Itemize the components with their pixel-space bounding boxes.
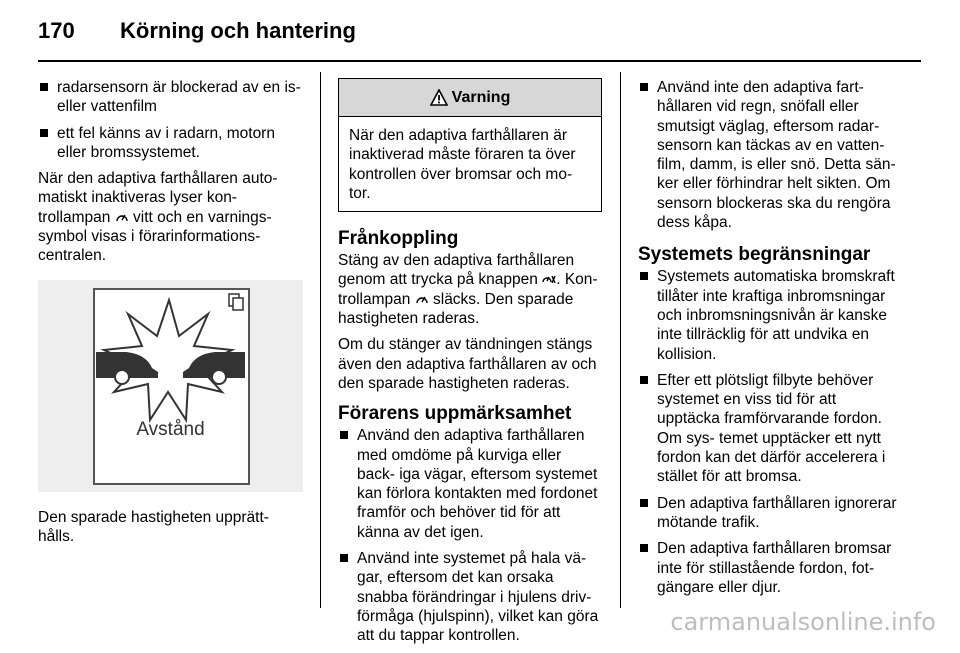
collision-warning-icon (38, 280, 303, 492)
page-title: Körning och hantering (120, 18, 356, 43)
column-divider-right (620, 72, 621, 608)
warning-text: När den adaptiva farthållaren är inaktiverad måste föraren ta över kontrollen över bromsar och mo- tor. (349, 127, 576, 202)
list-item: Efter ett plötsligt filbyte behöver systemet en viss tid för att upptäcka framförvarande fordon. Om sys- temet upptäcker ett nytt fordon kan det därför accelerera i stället för att bromsa. (638, 371, 902, 487)
figure-label: Avstånd (136, 418, 205, 440)
paragraph: Om du stänger av tändningen stängs även den adaptiva farthållaren av och den sparade hastigheten raderas. (338, 336, 597, 392)
header-divider (38, 60, 921, 62)
bullet-marker (640, 499, 648, 507)
warning-title: Varning (451, 88, 511, 106)
bullet-marker (40, 129, 48, 137)
section-heading: Frånkoppling (338, 228, 459, 250)
section-heading: Systemets begränsningar (638, 244, 871, 266)
bullet-marker (40, 83, 48, 91)
column-left (38, 78, 304, 553)
paragraph: Stäng av den adaptiva farthållaren genom att trycka på knappen . Kon- trollampan släcks. Den sparade hastigheten raderas. (338, 252, 598, 328)
list-item: Den adaptiva farthållaren ignorerar mötande trafik. (638, 494, 902, 533)
bullet-marker (640, 376, 648, 384)
cruise-control-indicator-icon (415, 294, 429, 305)
bullet-marker (640, 544, 648, 552)
paragraph: När den adaptiva farthållaren auto- matiskt inaktiveras lyser kon- trollampan vitt och en varnings- symbol visas i förarinformations- centralen. (38, 170, 278, 265)
warning-box (338, 78, 602, 212)
column-right (638, 78, 902, 604)
page-header (38, 18, 918, 48)
list-item: Använd inte den adaptiva fart- hållaren vid regn, snöfall eller smutsigt väglag, eftersom radar- sensorn kan täckas av en vatten- film, damm, is eller snö. Detta sän- ker eller förhindrar helt sikten. Om sensorn blockeras ska du rengöra dess kåpa. (638, 78, 902, 232)
column-divider-left (320, 72, 321, 608)
list-item: Den adaptiva farthållaren bromsar inte för stillastående fordon, fot- gängare eller djur. (638, 539, 902, 597)
section-heading: Förarens uppmärksamhet (338, 403, 572, 425)
distance-warning-figure (38, 280, 303, 492)
warning-triangle-icon (430, 89, 448, 106)
watermark: carmanualsonline.info (670, 608, 936, 636)
cruise-control-indicator-icon (115, 212, 129, 223)
bullet-marker (340, 431, 348, 439)
column-middle (338, 78, 602, 653)
list-item: Använd inte systemet på hala vä- gar, eftersom det kan orsaka snabba förändringar i hjulens driv- förmåga (hjulspinn), vilket kan göra att du tappar kontrollen. (338, 549, 602, 645)
page-number: 170 (38, 18, 75, 43)
list-item: ett fel känns av i radarn, motorn eller bromssystemet. (38, 124, 304, 163)
cruise-cancel-button-icon (542, 274, 556, 285)
bullet-marker (340, 554, 348, 562)
list-item: radarsensorn är blockerad av en is- eller vattenfilm (38, 78, 304, 117)
list-item: Systemets automatiska bromskraft tillåter inte kraftiga inbromsningar och inbromsningsnivån är kanske inte tillräcklig för att undvika en kollision. (638, 267, 902, 363)
paragraph: Den sparade hastigheten upprätt- hålls. (38, 508, 269, 545)
list-item: Använd den adaptiva farthållaren med omdöme på kurviga eller back- iga vägar, eftersom systemet kan förlora kontakten med fordonet framför och behöver tid för att känna av det igen. (338, 426, 602, 542)
warning-header (339, 79, 601, 117)
bullet-marker (640, 272, 648, 280)
bullet-marker (640, 83, 648, 91)
